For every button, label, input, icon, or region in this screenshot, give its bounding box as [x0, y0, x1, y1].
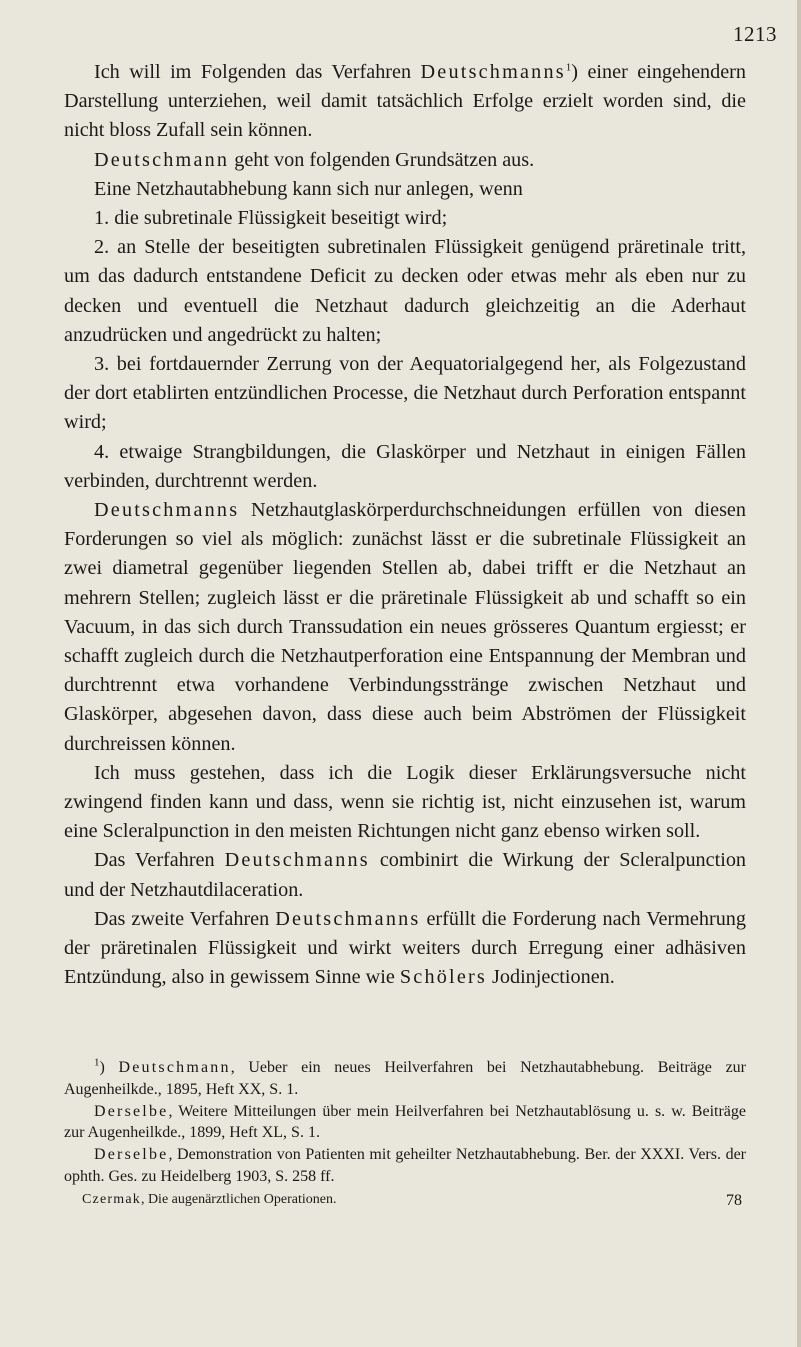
- paragraph-method: Deutschmanns Netzhautglaskörperdurchschneidungen erfüllen von diesen Forderungen so viel als möglich: zunächst lässt er die subretinale Flüssigkeit an zwei diametral gegenüber liegenden Stellen ab, dabei trifft er die Netzhaut an mehrern Stellen; zugleich lässt er die präretinale Flüssigkeit ab und schafft so ein Vacuum, in das sich durch Transsudation ein neues grösseres Quantum ergiesst; er schafft zugleich durch die Netzhautperforation eine Entspannung der Membran und durchtrennt etwa vorhandene Verbindungsstränge zwischen Netzhaut und Glaskörper, abgesehen davon, dass diese auch beim Abströmen der Flüssigkeit durchreissen können.: [64, 499, 746, 755]
- author-name: Deutschmann: [118, 1059, 231, 1076]
- page-edge: [797, 0, 801, 1347]
- author-name: Deutschmanns: [275, 907, 421, 930]
- author-name: Deutschmanns: [420, 61, 566, 83]
- author-name: Deutschmann: [94, 148, 230, 171]
- page-number: 1213: [733, 22, 777, 46]
- list-item: 3. bei fortdauernder Zerrung von der Aequatorialgegend her, als Folgezustand der dort etablirten entzündlichen Processe, die Netzhaut durch Perforation entspannt wird;: [64, 353, 746, 434]
- list-item: 4. etwaige Strangbildungen, die Glaskörper und Netzhaut in einigen Fällen verbinden, durchtrennt werden.: [64, 440, 746, 492]
- footnote-ref[interactable]: 1: [565, 61, 572, 74]
- paragraph-combination: Das Verfahren Deutschmanns combinirt die Wirkung der Scleralpunction und der Netzhautdilaceration.: [64, 849, 747, 901]
- footnote: Derselbe, Demonstration von Patienten mit geheilter Netzhautabhebung. Ber. der XXXI. Vers. der ophth. Ges. zu Heidelberg 1903, S. 258 ff.: [64, 1146, 746, 1185]
- author-name: Deutschmanns: [94, 499, 240, 522]
- paragraph-principles: Deutschmann geht von folgenden Grundsätzen aus.: [94, 148, 535, 171]
- footer-signature: Czermak, Die augenärztlichen Operationen.: [82, 1192, 337, 1207]
- footnotes: [64, 1057, 746, 1188]
- list-item: 2. an Stelle der beseitigten subretinalen Flüssigkeit genügend präretinale tritt, um das dadurch entstandene Deficit zu decken oder etwas mehr als eben nur zu decken und eventuell die Netzhaut dadurch gleichzeitig an die Aderhaut anzudrücken und angedrückt zu halten;: [64, 236, 746, 346]
- author-name: Derselbe: [94, 1102, 169, 1120]
- paragraph-intro: Ich will im Folgenden das Verfahren Deutschmanns$^1$) einer eingehendern Darstellung unterziehen, weil damit tatsächlich Erfolge erzielt worden sind, die nicht bloss Zufall sein können.: [64, 61, 746, 142]
- author-name: Derselbe: [94, 1146, 169, 1164]
- author-name: Deutschmanns: [224, 849, 370, 872]
- footnote: $^1$) Deutschmann, Ueber ein neues Heilverfahren bei Netzhautabhebung. Beiträge zur Augenheilkde., 1895, Heft XX, S. 1.: [64, 1056, 747, 1098]
- paragraph-second-method: Das zweite Verfahren Deutschmanns erfüllt die Forderung nach Vermehrung der präretinalen Flüssigkeit und wirkt weiters durch Erregung einer adhäsiven Entzündung, also in gewissem Sinne wie Schölers Jodinjectionen.: [64, 907, 746, 989]
- paragraph-condition: Eine Netzhautabhebung kann sich nur anlegen, wenn: [94, 177, 523, 200]
- paragraph-critique: Ich muss gestehen, dass ich die Logik dieser Erklärungsversuche nicht zwingend finden kann und dass, wenn sie richtig ist, nicht einzusehen ist, warum eine Scleralpunction in den meisten Richtungen nicht ganz ebenso wirken soll.: [64, 761, 746, 843]
- main-text: [64, 58, 746, 993]
- author-name: Schölers: [399, 966, 487, 989]
- footnote-mark: 1: [94, 1056, 100, 1069]
- footnote: Derselbe, Weitere Mitteilungen über mein Heilverfahren bei Netzhautablösung u. s. w. Beiträge zur Augenheilkde., 1899, Heft XL, S. 1.: [64, 1102, 746, 1142]
- page-footer: [82, 1192, 746, 1210]
- sheet-number: 78: [726, 1192, 742, 1209]
- list-item: 1. die subretinale Flüssigkeit beseitigt wird;: [94, 207, 448, 230]
